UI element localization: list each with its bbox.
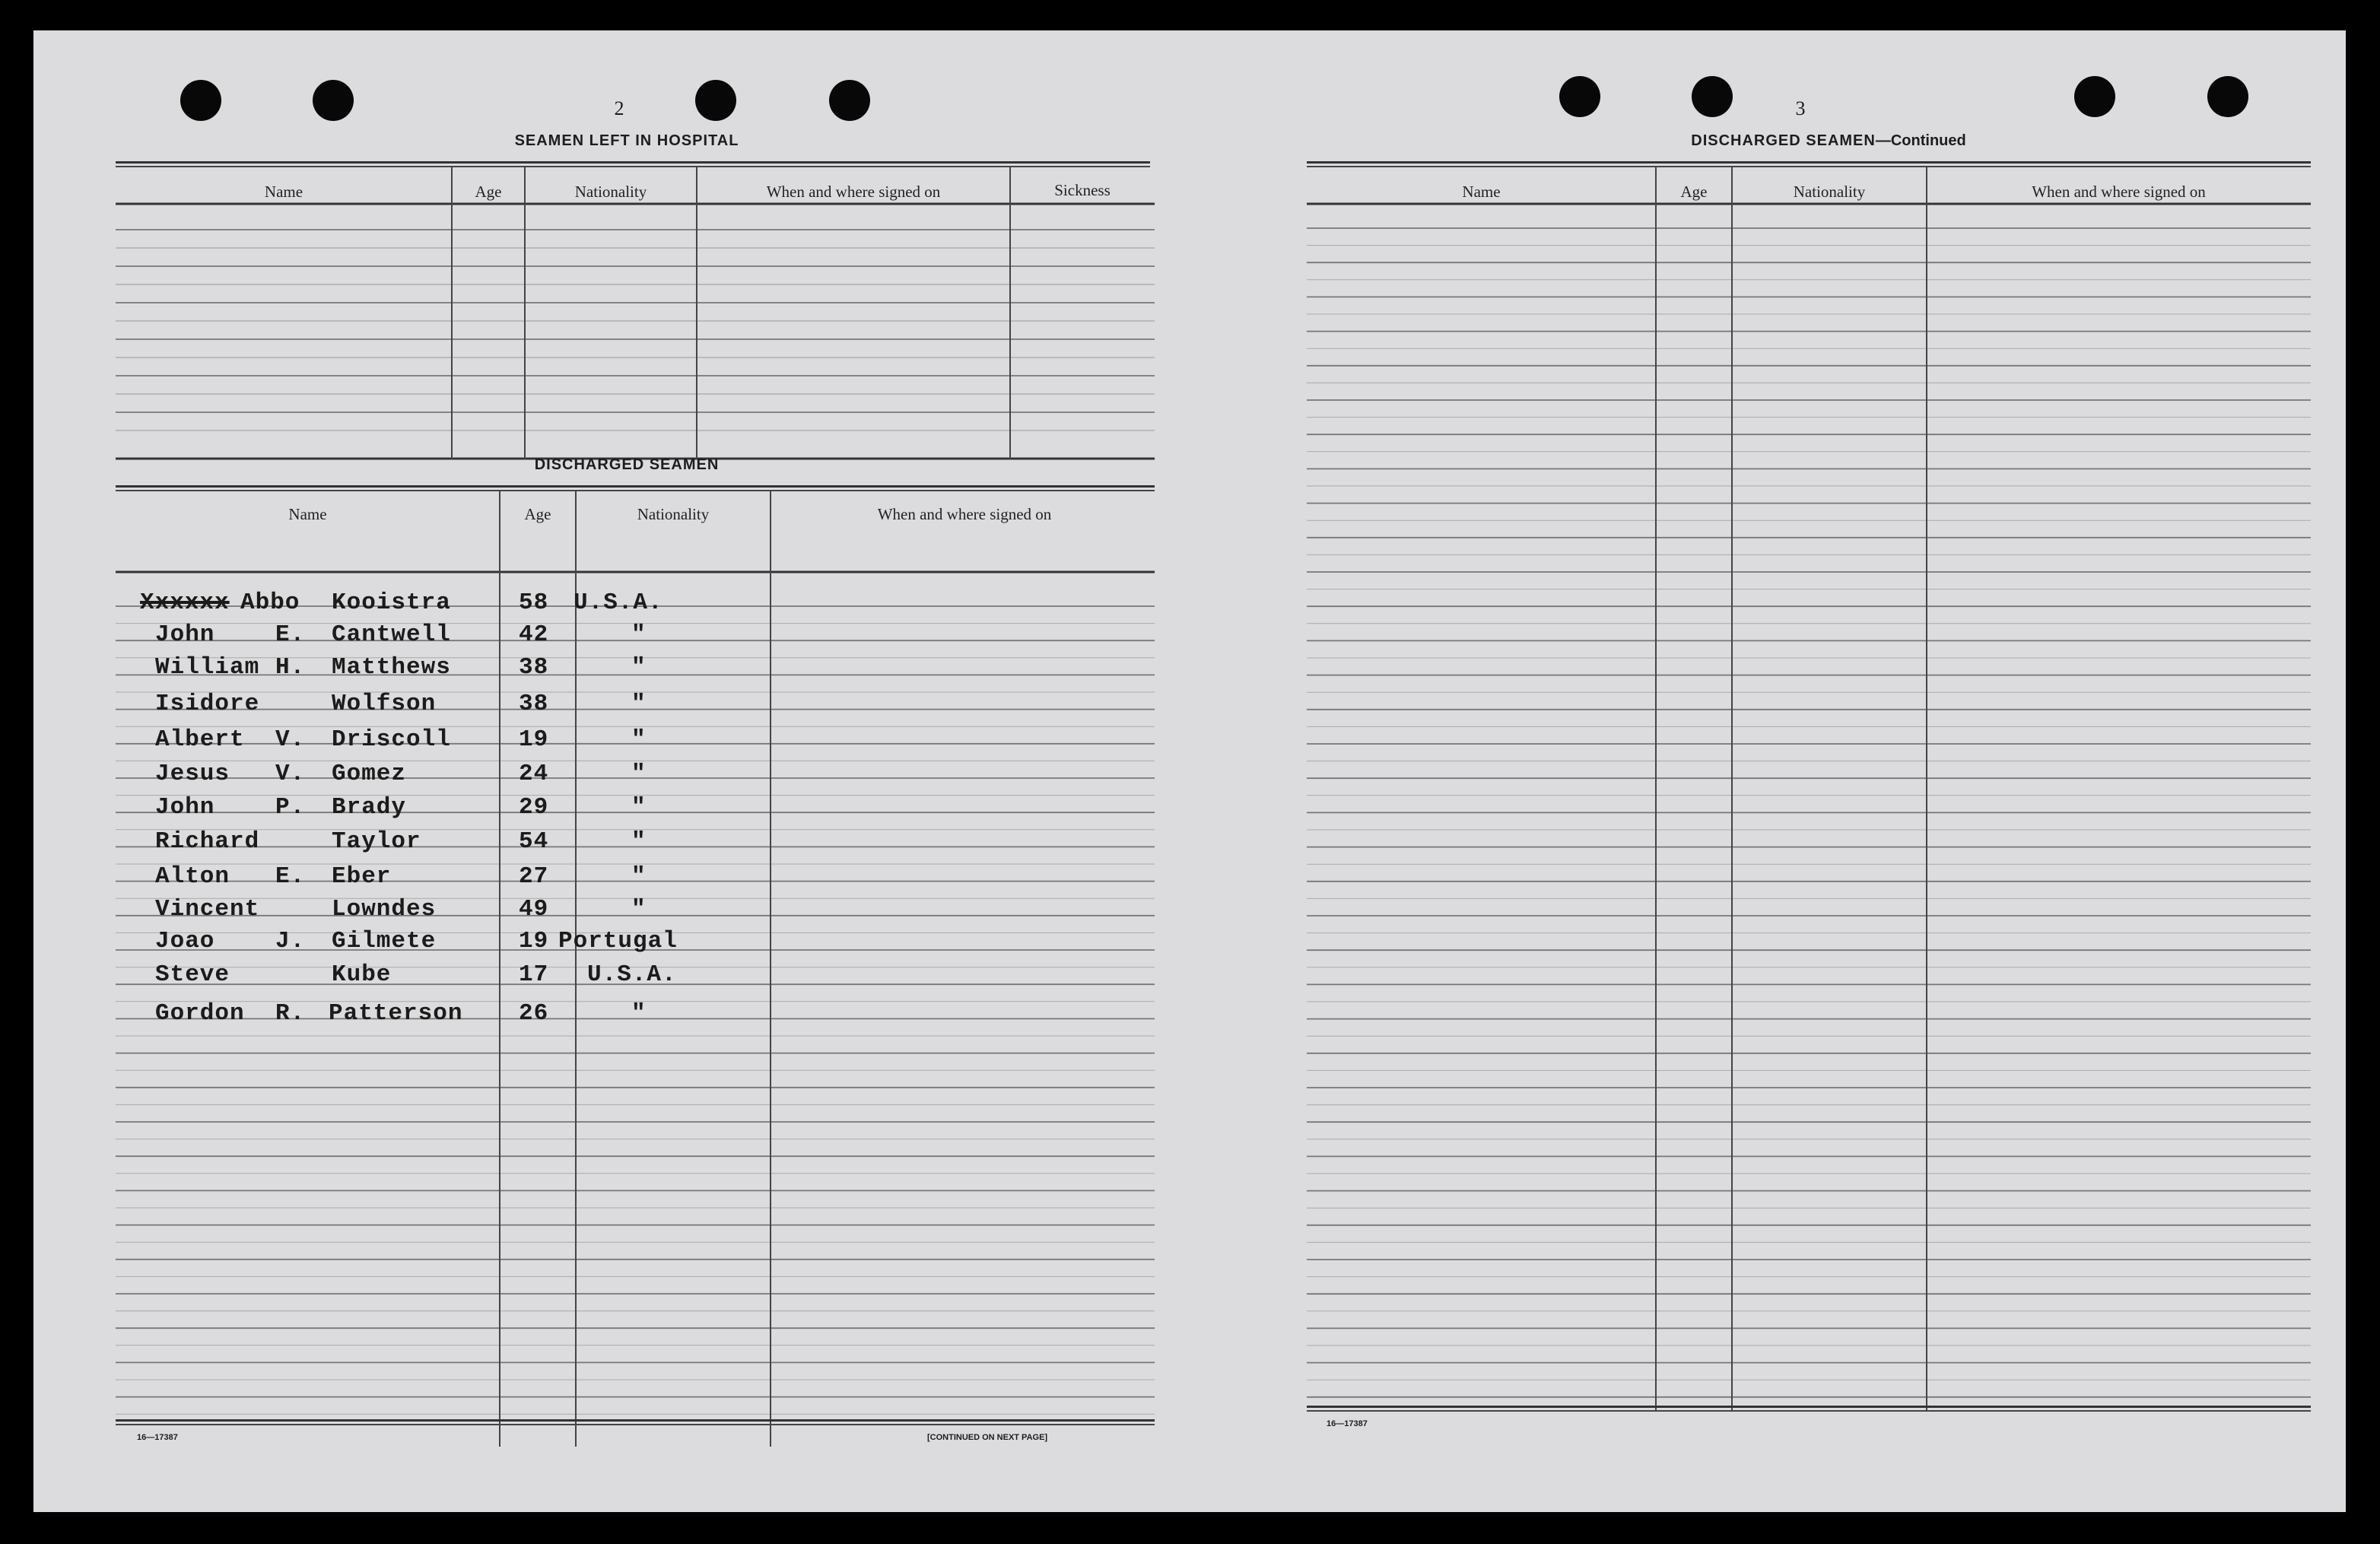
seaman-age: 24	[519, 761, 549, 787]
seaman-nationality: "	[631, 863, 647, 890]
seaman-first-name: Isidore	[155, 691, 260, 717]
continued-section-title: DISCHARGED SEAMEN—Continued	[1691, 132, 1966, 149]
seaman-nationality: "	[631, 654, 647, 681]
discharged-header-name: Name	[288, 505, 327, 523]
seaman-age: 58	[519, 589, 549, 616]
seaman-first-name: John	[155, 794, 215, 821]
seaman-nationality: "	[631, 726, 647, 753]
seaman-last-name: Kooistra	[332, 589, 451, 616]
seaman-last-name: Kube	[332, 961, 392, 988]
seaman-last-name: Driscoll	[332, 726, 451, 753]
rule	[1307, 1406, 2311, 1412]
seaman-last-name: Lowndes	[332, 896, 437, 923]
seaman-last-name: Patterson	[329, 1000, 463, 1027]
seaman-middle-initial: P.	[275, 794, 306, 821]
seaman-last-name: Wolfson	[332, 691, 437, 717]
seaman-first-name: Abbo	[240, 589, 300, 616]
seaman-nationality: U.S.A.	[574, 589, 663, 616]
seaman-nationality: "	[631, 691, 647, 717]
seaman-age: 38	[519, 654, 549, 681]
seaman-middle-initial: E.	[275, 863, 306, 890]
seaman-nationality: "	[631, 896, 647, 923]
seaman-middle-initial: V.	[275, 726, 306, 753]
discharged-header-signed-on: When and where signed on	[877, 505, 1052, 523]
continued-header-nationality: Nationality	[1793, 183, 1866, 201]
continued-header-age: Age	[1680, 183, 1708, 201]
seaman-last-name: Taylor	[332, 828, 421, 855]
seaman-middle-initial: V.	[275, 761, 306, 787]
seaman-nationality: Portugal	[558, 928, 678, 955]
continued-note: [CONTINUED ON NEXT PAGE]	[927, 1433, 1048, 1442]
seaman-age: 19	[519, 726, 549, 753]
discharged-header-nationality: Nationality	[637, 505, 710, 523]
seaman-nationality: "	[631, 794, 647, 821]
page-number: 3	[1795, 97, 1806, 119]
seaman-age: 42	[519, 621, 549, 648]
hospital-header-signed-on: When and where signed on	[766, 183, 941, 201]
seaman-first-name: Alton	[155, 863, 230, 890]
seaman-middle-initial: J.	[275, 928, 306, 955]
left-page	[33, 30, 1190, 1512]
seaman-nationality: U.S.A.	[587, 961, 677, 988]
seaman-first-name: Albert	[155, 726, 245, 753]
hospital-header-age: Age	[475, 183, 502, 201]
seaman-age: 27	[519, 863, 549, 890]
right-page	[1190, 30, 2346, 1512]
seaman-age: 17	[519, 961, 549, 988]
seaman-middle-initial: E.	[275, 621, 306, 648]
seaman-last-name: Gomez	[332, 761, 407, 787]
form-number: 16—17387	[1327, 1419, 1368, 1428]
seaman-age: 29	[519, 794, 549, 821]
seaman-first-name: William	[155, 654, 260, 681]
seaman-middle-initial: R.	[275, 1000, 306, 1027]
seaman-last-name: Cantwell	[332, 621, 451, 648]
seaman-age: 54	[519, 828, 549, 855]
hospital-section-title: SEAMEN LEFT IN HOSPITAL	[514, 132, 739, 149]
struck-out-text: Xxxxxx	[140, 589, 230, 616]
rule	[116, 1419, 1155, 1425]
continued-table-grid	[1190, 30, 2346, 1512]
seaman-last-name: Matthews	[332, 654, 451, 681]
seaman-first-name: Richard	[155, 828, 260, 855]
seaman-nationality: "	[631, 761, 647, 787]
form-number: 16—17387	[137, 1433, 178, 1442]
document-sheet	[33, 30, 2346, 1512]
seaman-first-name: Vincent	[155, 896, 260, 923]
seaman-age: 49	[519, 896, 549, 923]
discharged-section-title: DISCHARGED SEAMEN	[534, 456, 720, 473]
seaman-nationality: "	[631, 1000, 647, 1027]
seaman-first-name: Jesus	[155, 761, 230, 787]
seaman-middle-initial: H.	[275, 654, 306, 681]
seaman-nationality: "	[631, 621, 647, 648]
seaman-first-name: Steve	[155, 961, 230, 988]
seaman-last-name: Brady	[332, 794, 407, 821]
seaman-first-name: Gordon	[155, 1000, 245, 1027]
seaman-nationality: "	[631, 828, 647, 855]
continued-header-name: Name	[1462, 183, 1501, 201]
seaman-first-name: Joao	[155, 928, 215, 955]
hospital-header-name: Name	[264, 183, 303, 201]
continued-header-signed-on: When and where signed on	[2032, 183, 2206, 201]
hospital-header-nationality: Nationality	[574, 183, 647, 201]
discharged-header-age: Age	[524, 505, 551, 523]
page-number: 2	[614, 97, 624, 119]
seaman-last-name: Gilmete	[332, 928, 437, 955]
seaman-age: 38	[519, 691, 549, 717]
hospital-header-sickness: Sickness	[1054, 181, 1111, 199]
seaman-last-name: Eber	[332, 863, 392, 890]
seaman-age: 26	[519, 1000, 549, 1027]
seaman-age: 19	[519, 928, 549, 955]
rule	[116, 485, 1155, 491]
seaman-first-name: John	[155, 621, 215, 648]
